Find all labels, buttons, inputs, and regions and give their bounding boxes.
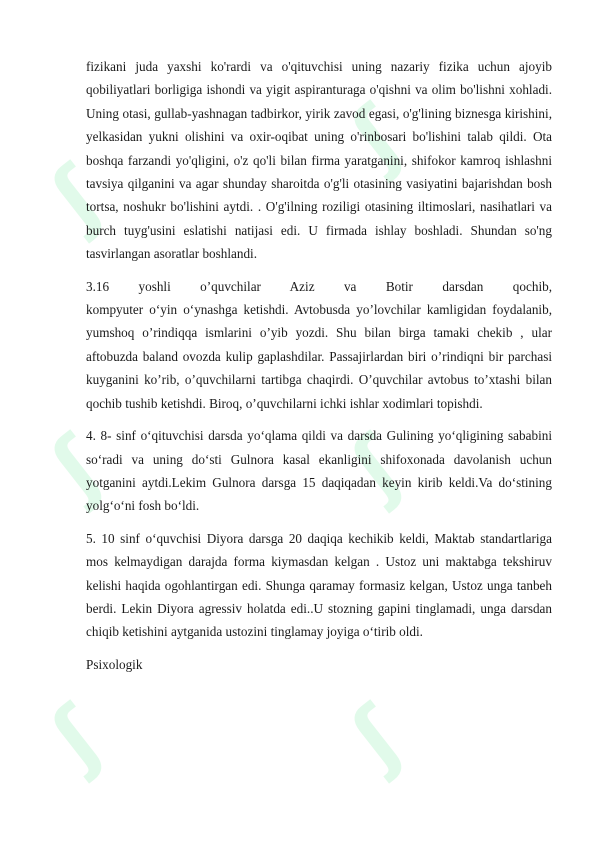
watermark-logo: ʃ [334, 689, 419, 784]
document-page [86, 55, 552, 676]
paragraph-2-heading: 3.16 yoshli o’quvchilar Aziz va Botir darsdan qochib, [86, 278, 552, 294]
watermark-logo: ʃ [334, 419, 419, 514]
paragraph-4: 5. 10 sinf o‘quvchisi Diyora darsga 20 daqiqa kechikib keldi, Maktab standartlariga mos kelmaydigan darajda forma kiymasdan kelgan . Ustoz uni maktabga tekshiruv kelishi haqida ogohlantirgan edi. Shunga qaramay formasiz kelgan, Ustoz unga tanbeh berdi. Lekin Diyora agressiv holatda edi..U stozning gapini tinglamadi, unga darsdan chiqib ketishini aytganida ustozini tinglamay joyiga o‘tirib oldi. [86, 530, 552, 640]
closing-label: Psixologik [86, 656, 143, 672]
watermark-logo: ʃ [34, 149, 119, 244]
watermark-logo: ʃ [334, 89, 419, 184]
paragraph-2-body: kompyuter o‘yin o‘ynashga ketishdi. Avtobusda yo’lovchilar kamligidan foydalanib, yumshoq o’rindiqqa ismlarini o’yib yozdi. Shu bilan birga tamaki chekib , ular aftobuzda baland ovozda kulip gaplashdilar. Passajirlardan biri o’rindiqni bir parchasi kuyganini ko’rib, o’quvchilarni tartibga chaqirdi. O’quvchilar avtobus to’xtashi bilan qochib tushib ketishdi. Biroq, o’quvchilarni ichki ishlar xodimlari topishdi. [86, 302, 552, 411]
watermark-logo: ʃ [34, 689, 119, 784]
paragraph-1: fizikani juda yaxshi ko'rardi va o'qituvchisi uning nazariy fizika uchun ajoyib qobiliyatlari borligiga ishondi va yigit aspiranturaga o'qishni va olim bo'lishni xohladi. Uning otasi, gullab-yashnagan tadbirkor, yirik zavod egasi, o'g'lining biznesga kirishini, yelkasidan yukni olishini va oxir-oqibat uning o'rinbosari bo'lishini talab qildi. Ota boshqa farzandi yo'qligini, o'z qo'li bilan firma yaratganini, shifokor kamroq ishlashni tavsiya qilganini va agar shunday sharoitda o'g'li otasining vasiyatini bajarishdan bosh tortsa, noshukr bo'lishini aytdi. . O'g'ilning roziligi otasining iltimoslari, nasihatlari va burch tuyg'usini eslatishi natijasi edi. U firmada ishlay boshladi. Shundan so'ng tasvirlangan asoratlar boshlandi. [86, 59, 552, 262]
paragraph-3: 4. 8- sinf o‘qituvchisi darsda yo‘qlama qildi va darsda Gulining yo‘qligining sababini so‘radi va uning do‘sti Gulnora kasal ekanligini shifoxonada davolanish uchun yotganini aytdi.Lekim Gulnora darsga 15 daqiqadan keyin kirib keldi.Va do‘stining yolg‘o‘ni fosh bo‘ldi. [86, 428, 552, 514]
watermark-logo: ʃ [34, 419, 119, 514]
